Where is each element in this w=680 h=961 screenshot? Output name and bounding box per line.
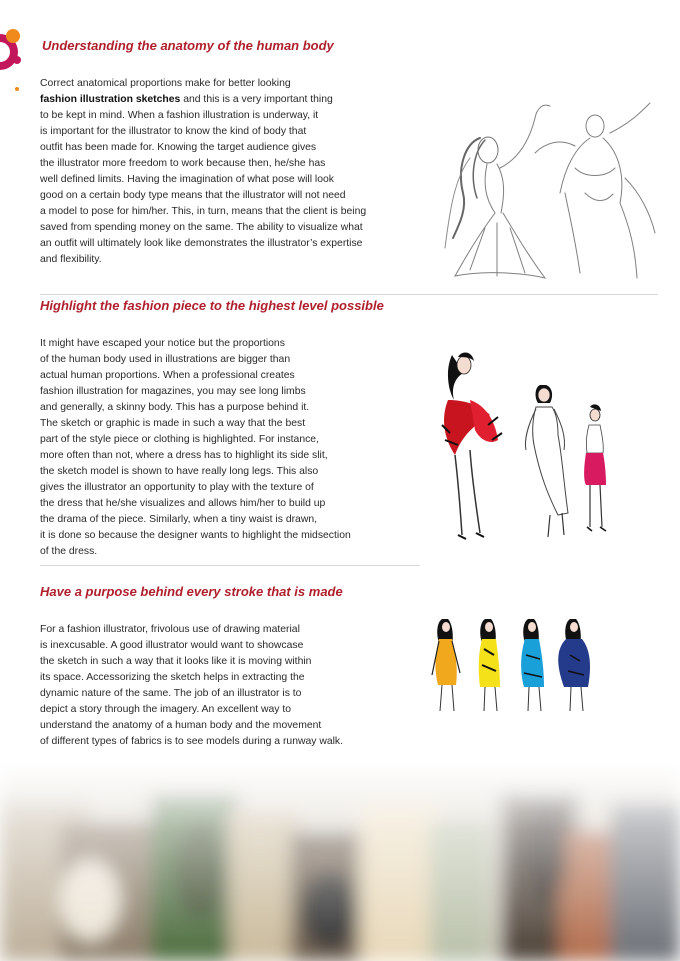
body-line: of the dress.: [40, 546, 98, 557]
body-line: an outfit will ultimately look like demonstrates the illustrator’s expertise: [40, 238, 363, 249]
body-line: the illustrator more freedom to work because then, he/she has: [40, 158, 326, 169]
brand-logo: [0, 20, 30, 100]
body-line: depict a story through the imagery. An excellent way to: [40, 704, 292, 715]
body-line: actual human proportions. When a professional creates: [40, 370, 295, 381]
body-line: dynamic nature of the same. The job of an illustrator is to: [40, 688, 302, 699]
body-line: understand the anatomy of a human body and the movement: [40, 720, 322, 731]
section-divider: [40, 565, 420, 566]
section-2-title: Highlight the fashion piece to the highest level possible: [40, 298, 384, 313]
body-line: and generally, a skinny body. This has a purpose behind it.: [40, 402, 310, 413]
bold-phrase: fashion illustration sketches: [40, 94, 181, 105]
section-2-body: [40, 336, 351, 560]
body-line: the drama of the piece. Similarly, when a tiny waist is drawn,: [40, 514, 318, 525]
body-line: well defined limits. Having the imagination of what pose will look: [40, 174, 334, 185]
body-line: Correct anatomical proportions make for better looking: [40, 78, 291, 89]
body-line: The sketch or graphic is made in such a way that the best: [40, 418, 306, 429]
section-1-title: Understanding the anatomy of the human body: [42, 38, 334, 53]
pencil-sketch-figures-image: [425, 98, 665, 283]
body-line: to be kept in mind. When a fashion illustration is underway, it: [40, 110, 319, 121]
body-line: fashion illustration sketches and this is a very important thing: [40, 94, 333, 105]
section-1-body: [40, 76, 366, 268]
body-line: the sketch model is shown to have really long legs. This also: [40, 466, 319, 477]
body-line: saved from spending money on the same. The ability to visualize what: [40, 222, 363, 233]
body-line: the sketch in such a way that it looks like it is moving within: [40, 656, 312, 667]
section-3-body: [40, 622, 343, 750]
body-line: fashion illustration for magazines, you may see long limbs: [40, 386, 306, 397]
body-line: part of the style piece or clothing is highlighted. For instance,: [40, 434, 319, 445]
body-line: of different types of fabrics is to see models during a runway walk.: [40, 736, 344, 747]
section-3-title: Have a purpose behind every stroke that is made: [40, 584, 343, 599]
body-line: is inexcusable. A good illustrator would want to showcase: [40, 640, 304, 651]
body-line: is important for the illustrator to know the kind of body that: [40, 126, 307, 137]
body-line: it is done so because the designer wants to highlight the midsection: [40, 530, 351, 541]
body-line: For a fashion illustrator, frivolous use of drawing material: [40, 624, 300, 635]
body-line: It might have escaped your notice but the proportions: [40, 338, 285, 349]
body-line: gives the illustrator an opportunity to play with the texture of: [40, 482, 314, 493]
body-line: good on a certain body type means that the illustrator will not need: [40, 190, 346, 201]
body-line: and flexibility.: [40, 254, 102, 265]
body-line: more often than not, where a dress has to highlight its side slit,: [40, 450, 328, 461]
runway-sketch-figures-image: [440, 345, 620, 545]
colorful-runway-figures-image: [430, 615, 610, 715]
body-line: its space. Accessorizing the sketch helps in extracting the: [40, 672, 305, 683]
body-line: outfit has been made for. Knowing the target audience gives: [40, 142, 317, 153]
body-line: of the human body used in illustrations are bigger than: [40, 354, 291, 365]
body-line: the dress that he/she visualizes and allows him/her to build up: [40, 498, 326, 509]
section-divider: [40, 294, 658, 295]
blurred-street-photo-image: [0, 760, 680, 961]
body-line: a model to pose for him/her. This, in turn, means that the client is being: [40, 206, 367, 217]
